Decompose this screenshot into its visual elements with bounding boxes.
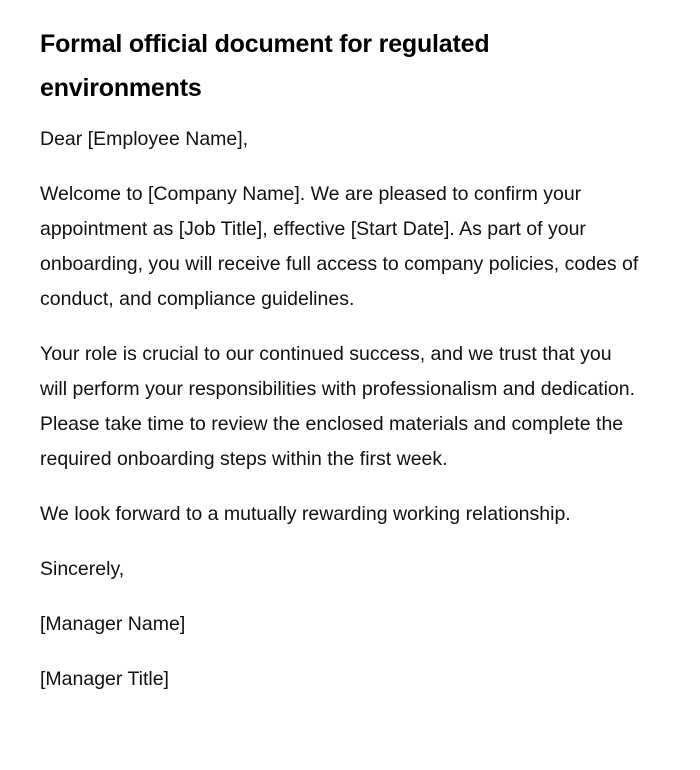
closing-line: Sincerely, [40,558,125,580]
manager-name: [Manager Name] [40,613,186,635]
body-paragraph-role: Your role is crucial to our continued success, and we trust that you will perform your responsibilities with professionalism and dedication. Please take time to review the enclosed materials and complete the required onboarding steps within the first week. [40,343,636,470]
body-paragraph-closing-sentiment: We look forward to a mutually rewarding working relationship. [40,503,571,525]
document-title: Formal official document for regulated environments [40,30,490,102]
greeting-line: Dear [Employee Name], [40,128,249,150]
manager-title: [Manager Title] [40,668,169,690]
body-paragraph-welcome: Welcome to [Company Name]. We are pleased to confirm your appointment as [Job Title], effective [Start Date]. As part of your onboarding, you will receive full access to company policies, codes of conduct, and compliance guidelines. [40,183,639,310]
